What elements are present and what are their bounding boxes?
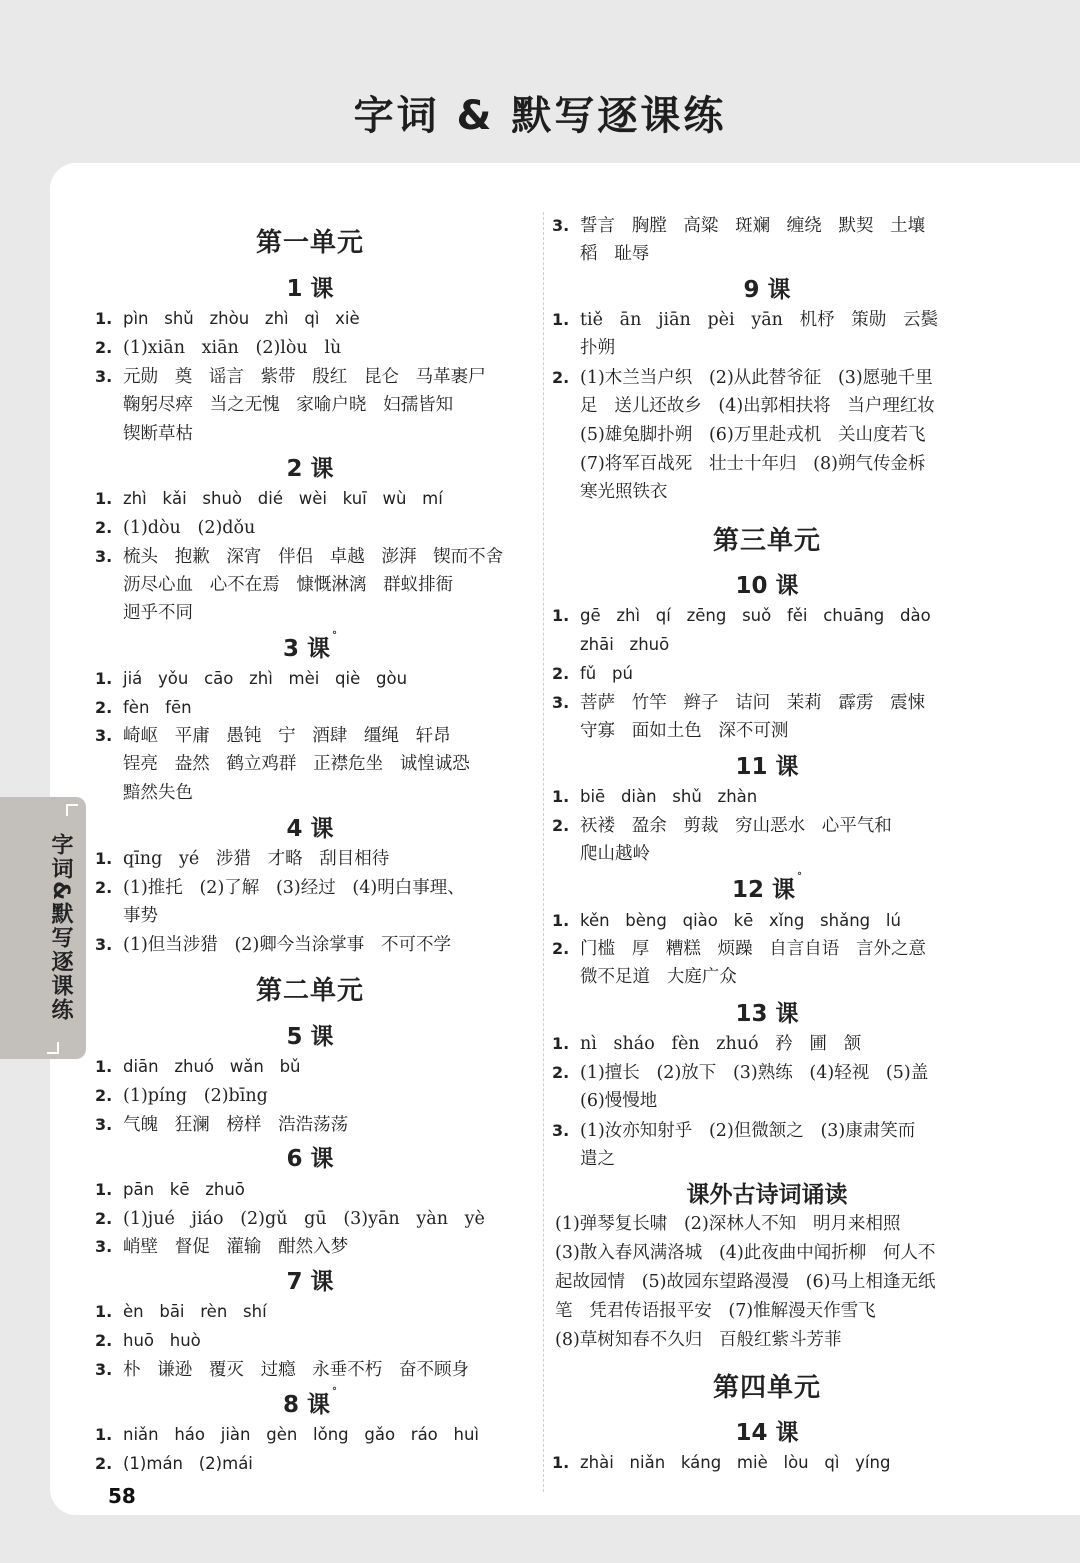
lesson-11-item-2: 2. 祆褛 盈余 剪裁 穷山恶水 心平气和 bbox=[552, 811, 892, 841]
item-number: 1. bbox=[95, 489, 113, 508]
item-number: 1. bbox=[95, 669, 113, 688]
item-number: 2. bbox=[95, 1331, 113, 1350]
lesson-6-item-1: 1. pān kē zhuō bbox=[95, 1175, 245, 1204]
lesson-13-item-1: 1. nì sháo fèn zhuó 矜 圃 颔 bbox=[552, 1029, 861, 1059]
item-number: 1. bbox=[95, 309, 113, 328]
item-number: 1. bbox=[95, 1180, 113, 1199]
page-number: 58 bbox=[108, 1484, 136, 1508]
lesson-4-item-2: 2. (1)推托 (2)了解 (3)经过 (4)明白事理、 bbox=[95, 873, 465, 903]
lesson-heading-9: 9 课 bbox=[743, 277, 791, 303]
lesson-7-item-3: 3. 朴 谦逊 覆灭 过瘾 永垂不朽 奋不顾身 bbox=[95, 1355, 469, 1385]
page-title: 字词 & 默写逐课练 bbox=[353, 93, 727, 139]
item-number: 2. bbox=[552, 816, 570, 835]
lesson-7-item-2: 2. huō huò bbox=[95, 1326, 201, 1355]
item-number: 3. bbox=[552, 1121, 570, 1140]
lesson-8-item-2: 2. (1)mán (2)mái bbox=[95, 1449, 253, 1478]
item-number: 2. bbox=[552, 664, 570, 683]
extra-reading-line: (3)散入春风满洛城 (4)此夜曲中闻折柳 何人不 bbox=[555, 1243, 936, 1263]
item-number: 1. bbox=[95, 1057, 113, 1076]
lesson-heading-11: 11 课 bbox=[735, 754, 799, 780]
lesson-1-item-3-cont: 锲断草枯 bbox=[123, 424, 193, 444]
item-number: 1. bbox=[552, 787, 570, 806]
side-tab-bracket-top bbox=[66, 804, 78, 816]
item-number: 1. bbox=[95, 1302, 113, 1321]
lesson-12-item-1: 1. kěn bèng qiào kē xǐng shǎng lú bbox=[552, 906, 901, 935]
lesson-3-item-3: 3. 崎岖 平庸 愚钝 宁 酒肆 缰绳 轩昂 bbox=[95, 721, 451, 751]
extra-reading-line: 起故园情 (5)故园东望路漫漫 (6)马上相逢无纸 bbox=[555, 1272, 936, 1292]
lesson-9-item-2-cont: 寒光照铁衣 bbox=[580, 482, 668, 502]
lesson-10-item-1-cont: zhāi zhuō bbox=[580, 635, 670, 654]
lesson-8-item-3: 3. 誓言 胸膛 高粱 斑斓 缠绕 默契 土壤 bbox=[552, 211, 925, 241]
lesson-2-item-2: 2. (1)dòu (2)dǒu bbox=[95, 513, 255, 543]
lesson-6-item-3: 3. 峭壁 督促 灌输 酣然入梦 bbox=[95, 1232, 348, 1262]
lesson-2-item-3: 3. 梳头 抱歉 深宵 伴侣 卓越 澎湃 锲而不舍 bbox=[95, 542, 503, 572]
item-number: 2. bbox=[95, 518, 113, 537]
lesson-12-item-2-cont: 微不足道 大庭广众 bbox=[580, 967, 737, 987]
extra-reading-heading: 课外古诗词诵读 bbox=[686, 1182, 848, 1208]
side-tab-bracket-bottom bbox=[47, 1042, 59, 1054]
lesson-3-item-3-cont: 锃亮 盎然 鹤立鸡群 正襟危坐 诚惶诚恐 bbox=[123, 754, 470, 774]
lesson-2-item-3-cont: 迥乎不同 bbox=[123, 603, 193, 623]
lesson-12-item-2: 2. 门槛 厚 糟糕 烦躁 自言自语 言外之意 bbox=[552, 934, 926, 964]
item-number: 2. bbox=[95, 878, 113, 897]
lesson-heading-12: 12 课° bbox=[731, 871, 802, 903]
extra-reading-line: (8)草树知春不久归 百般红紫斗芳菲 bbox=[555, 1330, 842, 1350]
lesson-heading-4: 4 课 bbox=[286, 816, 334, 842]
item-number: 1. bbox=[552, 1453, 570, 1472]
unit-heading-4: 第四单元 bbox=[712, 1373, 821, 1403]
item-number: 2. bbox=[552, 1063, 570, 1082]
item-number: 3. bbox=[95, 726, 113, 745]
lesson-1-item-2: 2. (1)xiān xiān (2)lòu lù bbox=[95, 333, 341, 363]
item-number: 2. bbox=[95, 338, 113, 357]
item-number: 2. bbox=[552, 939, 570, 958]
lesson-5-item-1: 1. diān zhuó wǎn bǔ bbox=[95, 1052, 301, 1081]
item-number: 1. bbox=[552, 1034, 570, 1053]
item-number: 3. bbox=[95, 1360, 113, 1379]
unit-heading-2: 第二单元 bbox=[255, 976, 364, 1006]
item-number: 1. bbox=[552, 310, 570, 329]
lesson-2-item-3-cont: 沥尽心血 心不在焉 慷慨淋漓 群蚁排衙 bbox=[123, 575, 454, 595]
item-number: 3. bbox=[95, 935, 113, 954]
lesson-1-item-1: 1. pìn shǔ zhòu zhì qì xiè bbox=[95, 304, 360, 333]
lesson-1-item-3-cont: 鞠躬尽瘁 当之无愧 家喻户晓 妇孺皆知 bbox=[123, 395, 454, 415]
lesson-8-item-3-cont: 稻 耻辱 bbox=[580, 244, 650, 264]
item-number: 2. bbox=[95, 698, 113, 717]
lesson-9-item-2: 2. (1)木兰当户织 (2)从此替爷征 (3)愿驰千里 bbox=[552, 363, 933, 393]
lesson-4-item-2-cont: 事势 bbox=[123, 906, 158, 926]
lesson-9-item-1: 1. tiě ān jiān pèi yān 机杼 策勋 云鬓 bbox=[552, 305, 938, 335]
lesson-14-item-1: 1. zhài niǎn káng miè lòu qì yíng bbox=[552, 1448, 890, 1477]
lesson-2-item-1: 1. zhì kǎi shuò dié wèi kuī wù mí bbox=[95, 484, 443, 513]
item-number: 2. bbox=[95, 1209, 113, 1228]
lesson-heading-10: 10 课 bbox=[735, 573, 799, 599]
lesson-13-item-2-cont: (6)慢慢地 bbox=[580, 1091, 658, 1111]
lesson-6-item-2: 2. (1)jué jiáo (2)gǔ gū (3)yān yàn yè bbox=[95, 1204, 485, 1234]
lesson-heading-14: 14 课 bbox=[735, 1420, 799, 1446]
lesson-10-item-3-cont: 守寡 面如土色 深不可测 bbox=[580, 721, 789, 741]
lesson-3-item-1: 1. jiá yǒu cāo zhì mèi qiè gòu bbox=[95, 664, 407, 693]
lesson-heading-6: 6 课 bbox=[286, 1146, 334, 1172]
lesson-13-item-3: 3. (1)汝亦知射乎 (2)但微颔之 (3)康肃笑而 bbox=[552, 1116, 915, 1146]
item-number: 3. bbox=[95, 1237, 113, 1256]
lesson-4-item-1: 1. qīng yé 涉猎 才略 刮目相待 bbox=[95, 844, 389, 874]
item-number: 1. bbox=[95, 1425, 113, 1444]
item-number: 2. bbox=[552, 368, 570, 387]
item-number: 2. bbox=[95, 1086, 113, 1105]
lesson-heading-2: 2 课 bbox=[286, 456, 334, 482]
lesson-heading-1: 1 课 bbox=[286, 276, 334, 302]
lesson-heading-8: 8 课° bbox=[282, 1386, 337, 1418]
lesson-13-item-3-cont: 遣之 bbox=[580, 1149, 615, 1169]
lesson-1-item-3: 3. 元勋 奠 谣言 紫带 殷红 昆仑 马革裹尸 bbox=[95, 362, 486, 392]
item-number: 3. bbox=[552, 216, 570, 235]
item-number: 3. bbox=[95, 367, 113, 386]
lesson-9-item-2-cont: 足 送儿还故乡 (4)出郭相扶将 当户理红妆 bbox=[580, 396, 935, 416]
extra-reading-line: (1)弹琴复长啸 (2)深林人不知 明月来相照 bbox=[555, 1214, 901, 1234]
item-number: 2. bbox=[95, 1454, 113, 1473]
lesson-13-item-2: 2. (1)擅长 (2)放下 (3)熟练 (4)轻视 (5)盖 bbox=[552, 1058, 928, 1088]
item-number: 1. bbox=[552, 911, 570, 930]
lesson-heading-5: 5 课 bbox=[286, 1024, 334, 1050]
lesson-7-item-1: 1. èn bāi rèn shí bbox=[95, 1297, 267, 1326]
item-number: 1. bbox=[552, 606, 570, 625]
extra-reading-line: 笔 凭君传语报平安 (7)惟解漫天作雪飞 bbox=[555, 1301, 876, 1321]
lesson-5-item-2: 2. (1)píng (2)bīng bbox=[95, 1081, 268, 1111]
lesson-9-item-1-cont: 扑朔 bbox=[580, 338, 615, 358]
column-divider bbox=[543, 212, 544, 1492]
side-tab bbox=[0, 797, 86, 1059]
item-number: 3. bbox=[95, 1115, 113, 1134]
lesson-3-item-2: 2. fèn fēn bbox=[95, 693, 192, 722]
lesson-heading-3: 3 课° bbox=[282, 630, 337, 662]
item-number: 3. bbox=[552, 693, 570, 712]
side-tab-label: 字词&默写逐课练 bbox=[48, 833, 73, 1023]
lesson-11-item-1: 1. biē diàn shǔ zhàn bbox=[552, 782, 757, 811]
unit-heading-3: 第三单元 bbox=[712, 526, 821, 556]
lesson-8-item-1: 1. niǎn háo jiàn gèn lǒng gǎo ráo huì bbox=[95, 1420, 479, 1449]
lesson-heading-13: 13 课 bbox=[735, 1001, 799, 1027]
lesson-4-item-3: 3. (1)但当涉猎 (2)卿今当涂掌事 不可不学 bbox=[95, 930, 451, 960]
lesson-10-item-1: 1. gē zhì qí zēng suǒ fěi chuāng dào bbox=[552, 601, 931, 630]
lesson-11-item-2-cont: 爬山越岭 bbox=[580, 844, 650, 864]
lesson-5-item-3: 3. 气魄 狂澜 榜样 浩浩荡荡 bbox=[95, 1110, 348, 1140]
lesson-9-item-2-cont: (7)将军百战死 壮士十年归 (8)朔气传金柝 bbox=[580, 454, 926, 474]
unit-heading-1: 第一单元 bbox=[255, 228, 364, 258]
lesson-10-item-3: 3. 菩萨 竹竿 辫子 诘问 茉莉 霹雳 震悚 bbox=[552, 688, 925, 718]
lesson-heading-7: 7 课 bbox=[286, 1269, 334, 1295]
lesson-3-item-3-cont: 黯然失色 bbox=[123, 783, 193, 803]
item-number: 1. bbox=[95, 849, 113, 868]
lesson-9-item-2-cont: (5)雄兔脚扑朔 (6)万里赴戎机 关山度若飞 bbox=[580, 425, 926, 445]
item-number: 3. bbox=[95, 547, 113, 566]
lesson-10-item-2: 2. fǔ pú bbox=[552, 659, 633, 688]
